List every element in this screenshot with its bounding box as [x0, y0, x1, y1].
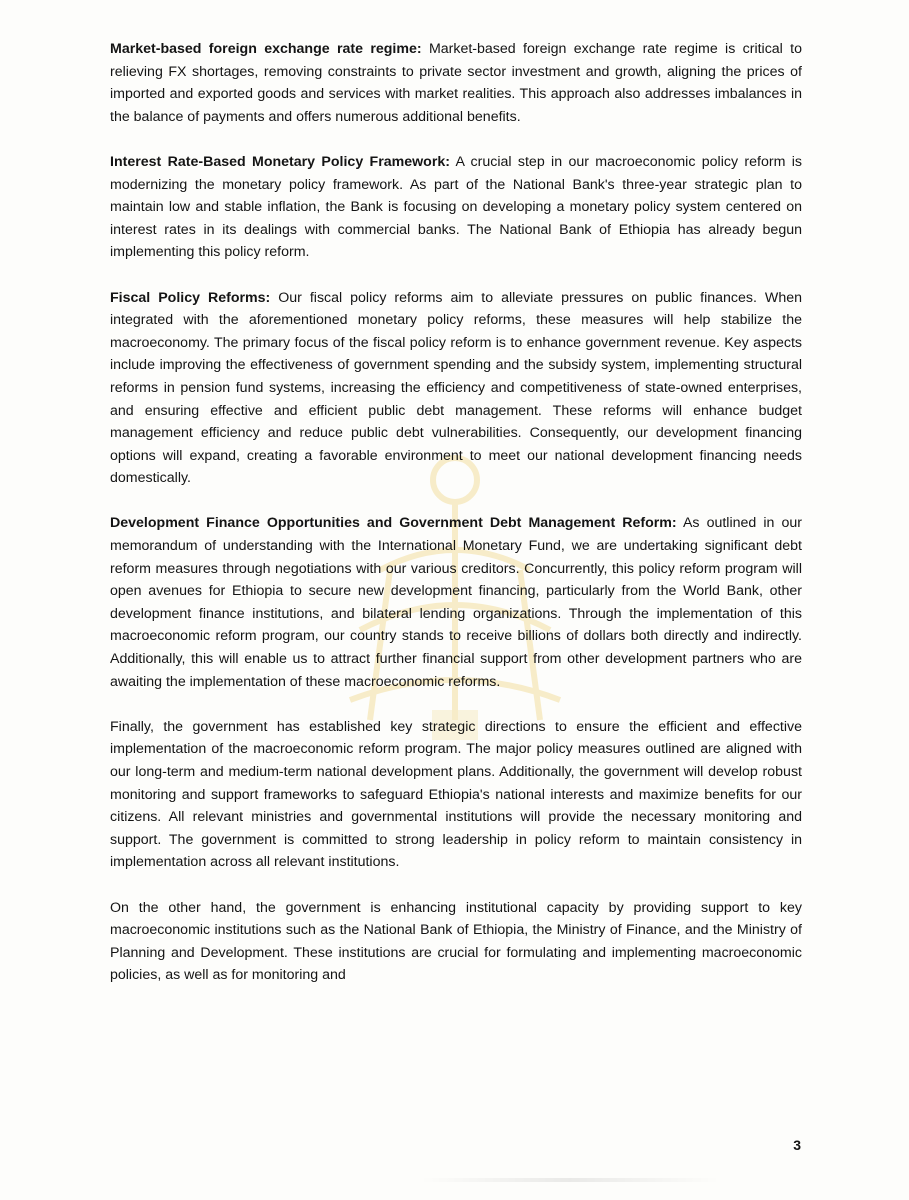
- paragraph-text: Finally, the government has established key strategic directions to ensure the efficient and effective implementation of the macroeconomic reform program. The major policy measures outlined are aligned with our long-term and medium-term national development plans. Additionally, the government will develop robust monitoring and support frameworks to safeguard Ethiopia's national interests and maximize benefits for our citizens. All relevant ministries and governmental institutions will provide the necessary monitoring and support. The government is committed to strong leadership in policy reform to maintain consistency in implementation across all relevant institutions.: [110, 718, 802, 871]
- paragraph-text: Our fiscal policy reforms aim to alleviate pressures on public finances. When integrated with the aforementioned monetary policy reforms, these measures will help stabilize the macroeconomy. The primary focus of the fiscal policy reform is to enhance government revenue. Key aspects include improving the effectiveness of government spending and the subsidy system, implementing structural reforms in pension fund systems, increasing the efficiency and competitiveness of state-owned enterprises, and ensuring effective and efficient public debt management. These reforms will enhance budget management efficiency and reduce public debt vulnerabilities. Consequently, our development financing options will expand, creating a favorable environment to meet our national development financing needs domestically.: [110, 289, 802, 487]
- paragraph-strategic-directions: [110, 716, 802, 874]
- paragraph-institutional-capacity: [110, 897, 802, 987]
- paragraph-heading: Development Finance Opportunities and Government Debt Management Reform:: [110, 515, 677, 532]
- paragraph-text: A crucial step in our macroeconomic policy reform is modernizing the monetary policy framework. As part of the National Bank's three-year strategic plan to maintain low and stable inflation, the Bank is focusing on developing a monetary policy system centered on interest rates in its dealings with commercial banks. The National Bank of Ethiopia has already begun implementing this policy reform.: [110, 153, 802, 261]
- paragraph-debt-management: [110, 512, 802, 693]
- paragraph-text: As outlined in our memorandum of understanding with the International Monetary Fund, we are undertaking significant debt reform measures through negotiations with our various creditors. Concurrently, this policy reform program will open avenues for Ethiopia to secure new development financing, particularly from the World Bank, other development finance institutions, and bilateral lending organizations. Through the implementation of this macroeconomic reform program, our country stands to receive billions of dollars both directly and indirectly. Additionally, this will enable us to attract further financial support from other development partners who are awaiting the implementation of these macroeconomic reforms.: [110, 515, 802, 690]
- page-number: 3: [793, 1137, 801, 1153]
- paragraph-text: Market-based foreign exchange rate regime is critical to relieving FX shortages, removing constraints to private sector investment and growth, aligning the prices of imported and exported goods and services with market realities. This approach also addresses imbalances in the balance of payments and offers numerous additional benefits.: [110, 41, 802, 125]
- paragraph-fiscal-policy: [110, 287, 802, 490]
- paragraph-heading: Fiscal Policy Reforms:: [110, 289, 271, 306]
- paragraph-fx-regime: [110, 38, 802, 128]
- paragraph-heading: Interest Rate-Based Monetary Policy Framework:: [110, 153, 450, 170]
- body-text: [110, 38, 802, 1010]
- scan-artifact: [420, 1178, 720, 1182]
- paragraph-text: On the other hand, the government is enhancing institutional capacity by providing support to key macroeconomic institutions such as the National Bank of Ethiopia, the Ministry of Finance, and the Ministry of Planning and Development. These institutions are crucial for formulating and implementing macroeconomic policies, as well as for monitoring and: [110, 899, 802, 984]
- paragraph-heading: Market-based foreign exchange rate regime:: [110, 41, 422, 57]
- paragraph-monetary-policy: [110, 151, 802, 264]
